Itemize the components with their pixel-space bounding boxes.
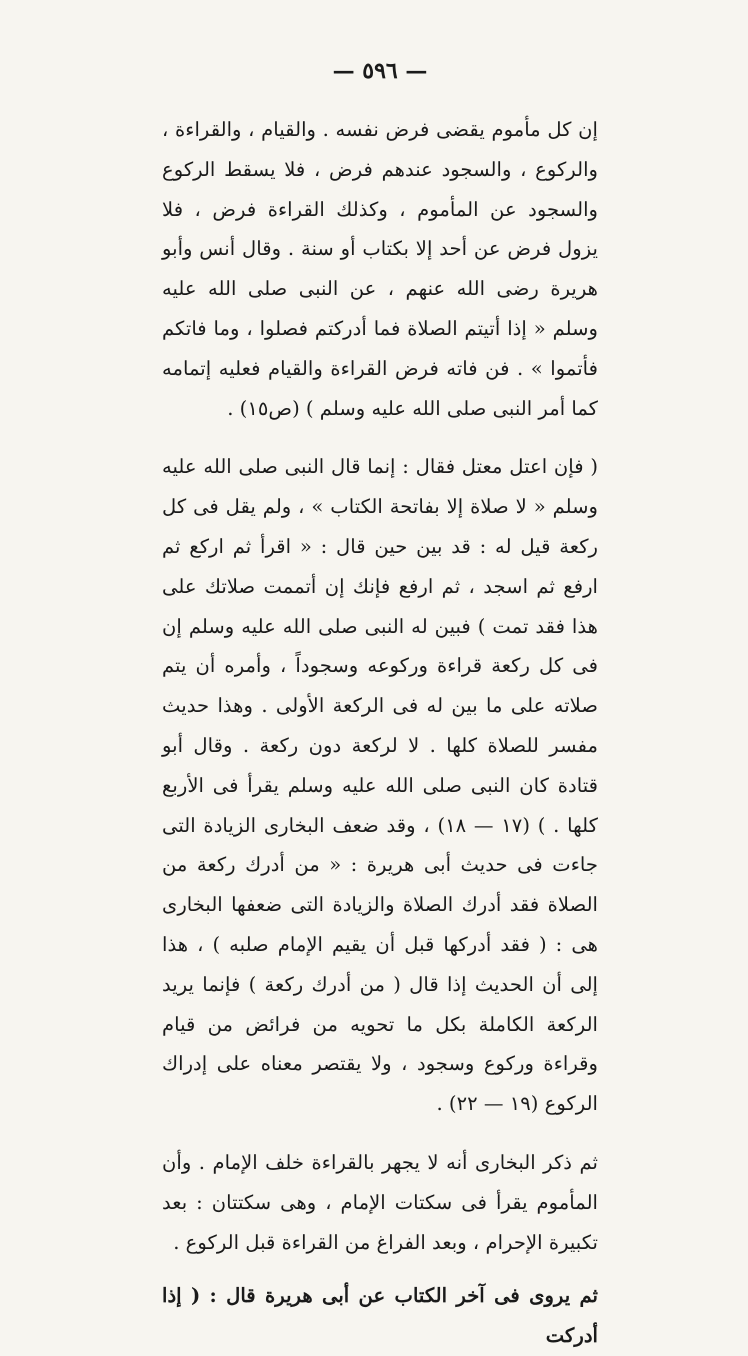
paragraph-4: ثم يروى فى آخر الكتاب عن أبى هريرة قال : ( إذا أدركت — [162, 1284, 598, 1348]
paragraph-3: ثم ذكر البخارى أنه لا يجهر بالقراءة خلف الإمام . وأن المأموم يقرأ فى سكتات الإمام ، وهى سكتتان : بعد تكبيرة الإحرام ، وبعد الفراغ من القراءة قبل الركوع . — [162, 1150, 598, 1254]
paragraph-1: إن كل مأموم يقضى فرض نفسه . والقيام ، والقراءة ، والركوع ، والسجود عندهم فرض ، فلا يسقط الركوع والسجود عن المأموم ، وكذلك القراءة فرض ، فلا يزول فرض عن أحد إلا بكتاب أو سنة . وقال أنس وأبو هريرة رضى الله عنهم ، عن النبى صلى الله عليه وسلم « إذا أتيتم الصلاة فما أدركتم فصلوا ، وما فاتكم فأتموا » . فن فاته فرض القراءة والقيام فعليه إتمامه كما أمر النبى صلى الله عليه وسلم ) (ص١٥) . — [162, 118, 598, 420]
paragraph-2: ( فإن اعتل معتل فقال : إنما قال النبى صلى الله عليه وسلم « لا صلاة إلا بفاتحة الكتاب » ، ولم يقل فى كل ركعة قيل له : قد بين حين قال : « اقرأ ثم اركع ثم ارفع ثم اسجد ، ثم ارفع فإنك إن أتممت صلاتك على هذا فقد تمت ) فبين له النبى صلى الله عليه وسلم إن فى كل ركعة قراءة وركوعه وسجوداً ، وأمره أن يتم صلاته على ما بين له فى الركعة الأولى . وهذا حديث مفسر للصلاة كلها . لا لركعة دون ركعة . وقال أبو قتادة كان النبى صلى الله عليه وسلم يقرأ فى الأربع كلها . ) (١٧ — ١٨) ، وقد ضعف البخارى الزيادة التى جاءت فى حديث أبى هريرة : « من أدرك ركعة من الصلاة فقد أدرك الصلاة والزيادة التى ضعفها البخارى هى : ( فقد أدركها قبل أن يقيم الإمام صلبه ) ، هذا إلى أن الحديث إذا قال ( من أدرك ركعة ) فإنما يريد الركعة الكاملة بكل ما تحويه من فرائض من قيام وقراءة وركوع وسجود ، ولا يقتصر معناه على إدراك الركوع (١٩ — ٢٢) . — [162, 455, 598, 1116]
page-number: — ٥٩٦ — — [332, 58, 428, 84]
